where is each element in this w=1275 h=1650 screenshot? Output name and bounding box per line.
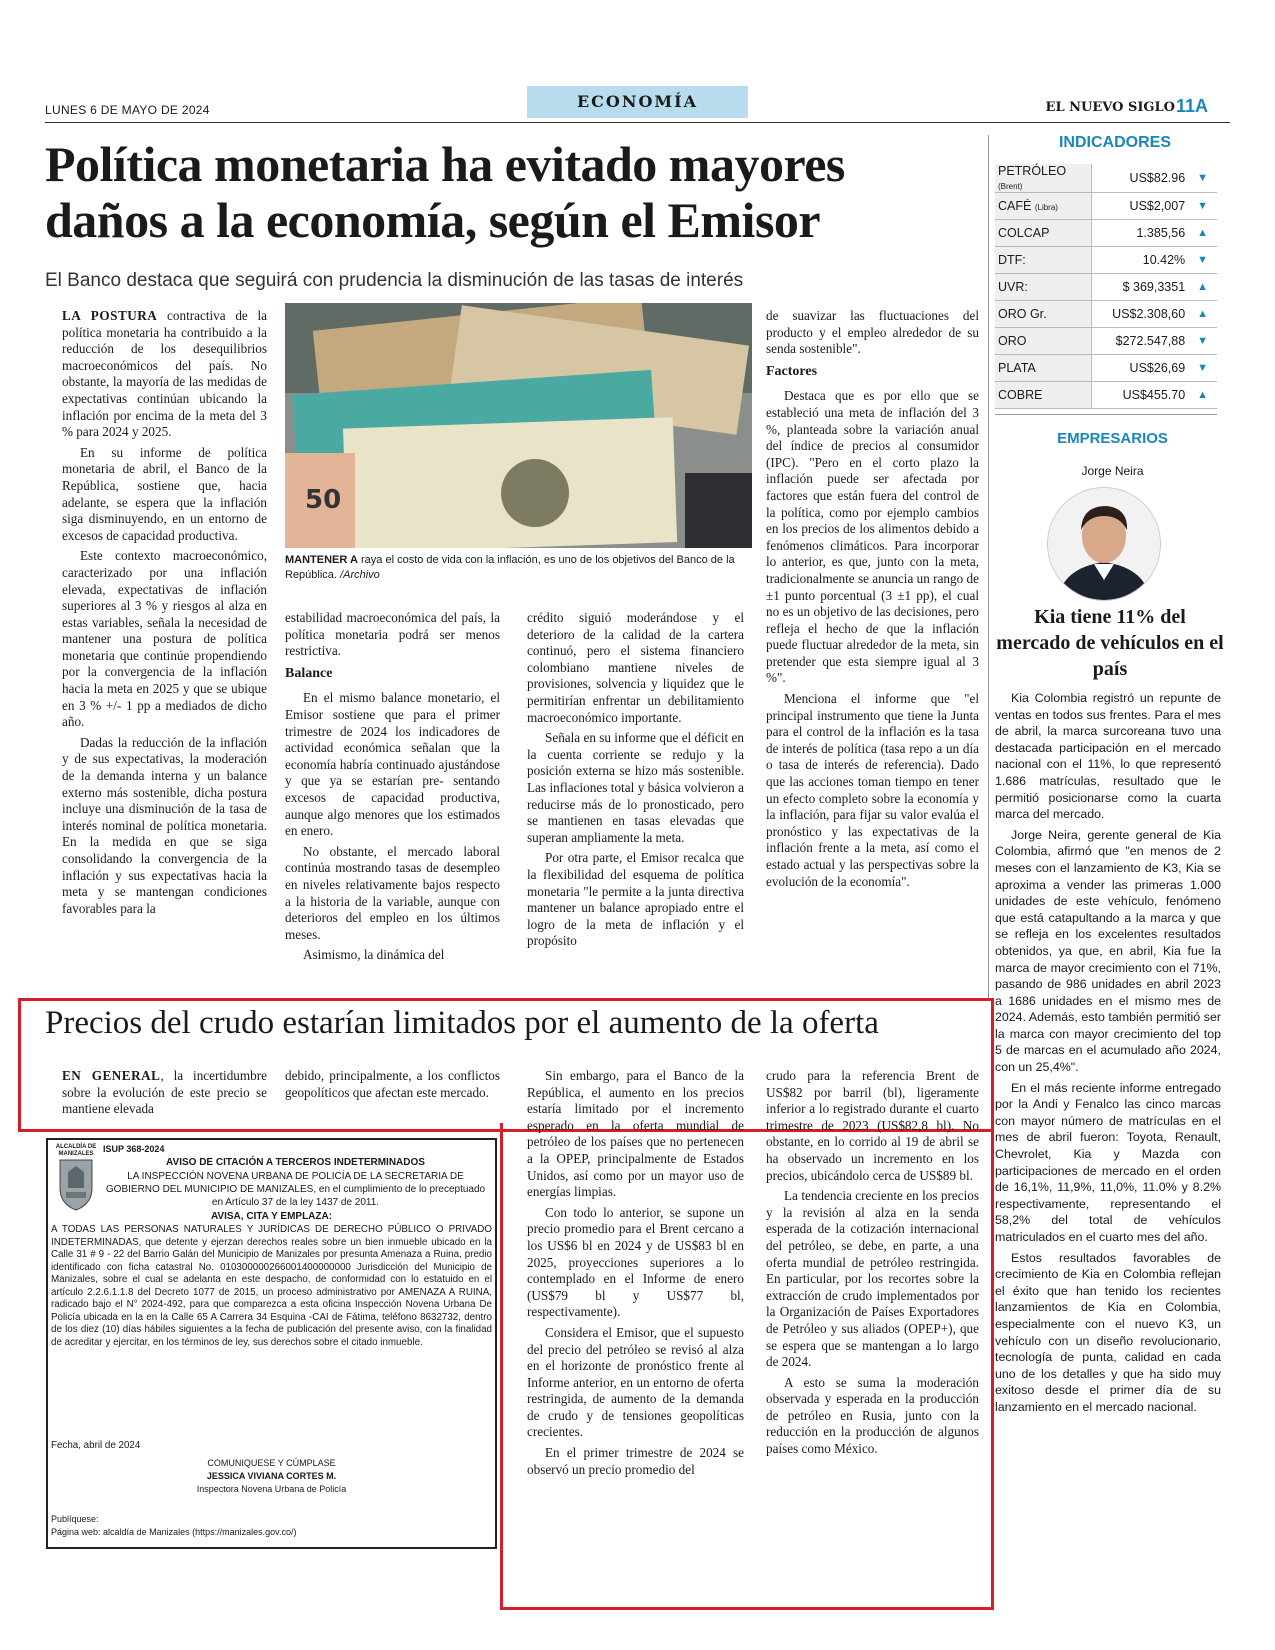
sidebar-divider (995, 414, 1217, 415)
arrow-up-icon: ▲ (1188, 382, 1217, 409)
paragraph: En el primer trimestre de 2024 se observó un precio promedio del (527, 1445, 744, 1477)
indicator-row (995, 382, 1217, 409)
municipal-seal: ALCALDÍA DE MANIZALES (54, 1144, 98, 1214)
notice-publish-label: Publíquese: (51, 1514, 99, 1524)
notice-signer-role: Inspectora Novena Urbana de Policía (196, 1484, 347, 1494)
paragraph: Con todo lo anterior, se supone un precio promedio para el Brent cercano a los US$6 bl en 2024 y de US$83 bl en 2025, proyecciones superiores a lo contemplado en el Informe de enero (US$79 bl y US$77 bl, respectivamente). (527, 1204, 744, 1320)
notice-title: AVISO DE CITACIÓN A TERCEROS INDETERMINADOS (166, 1157, 425, 1168)
arrow-up-icon: ▲ (1188, 274, 1217, 301)
paragraph: Señala en su informe que el déficit en la cuenta corriente se redujo y la posición externa se hizo más sostenible. Las inflaciones total y básica volvieron a reducirse más de lo pronosticado, pero se mantienen en tasas elevadas que superan ampliamente la meta. (527, 730, 744, 845)
notice-subtitle: AVISA, CITA Y EMPLAZA: (210, 1211, 333, 1222)
paragraph: En su informe de política monetaria de abril, el Banco de la República, sostiene que, hacia adelante, se espera que la inflación siga disminuyendo, en un entorno de excesos de capacidad productiva. (62, 444, 267, 543)
paragraph: estabilidad macroeconómica del país, la política monetaria podrá ser menos restrictiva. (285, 610, 500, 659)
page-date: LUNES 6 DE MAYO DE 2024 (45, 103, 210, 117)
indicator-value: 10.42% (1091, 247, 1188, 274)
indicator-row (995, 164, 1217, 193)
article-column-1: LA POSTURA contractiva de la política monetaria ha contribuido a la reducción de los desequilibrios macroeconómicos del país. No obstante, la mayoría de las medidas de expectativas continúan ubicando la inflación por encima de la meta del 3 % para 2024 y 2025. En su informe de política monetaria de abril, el Banco de la República, sostiene que, hacia adelante, se espera que la inflación siga disminuyendo, en un entorno de excesos de capacidad productiva. Este contexto macroeconómico, caracterizado por una inflación elevada, expectativas de inflación superiores al 3 % y riesgos al alza en estas variables, señala la necesidad de mantener una postura de política monetaria que continúe propendiendo por la convergencia de la inflación hacia la meta en 2025 y que se ubique en 3 % +/- 1 pp a mediados de dicho año. Dadas la reducción de la inflación y de sus expectativas, la moderación de la demanda interna y un balance externo más sostenible, dicha postura incluye una disminución de la tasa de interés nominal de política monetaria. En la medida en que se siga consolidando la convergencia de la inflación y sus expectativas hacia la meta y se mantengan condiciones favorables para la (62, 308, 267, 916)
article-subhead: El Banco destaca que seguirá con prudencia la disminución de las tasas de interés (45, 270, 744, 291)
article2-column-1: EN GENERAL, la incertidumbre sobre la evolución de este precio se mantiene elevada (62, 1068, 267, 1117)
indicator-label: COLCAP (995, 220, 1091, 247)
indicator-row (995, 274, 1217, 301)
lead-in: LA POSTURA (62, 308, 158, 323)
sidebar-person-name: Jorge Neira (1081, 464, 1144, 478)
notice-reference: ISUP 368-2024 (103, 1144, 165, 1154)
shield-icon (56, 1158, 96, 1212)
paragraph: Jorge Neira, gerente general de Kia Colombia, afirmó que "en menos de 2 meses con el lanzamiento de K3, Kia se aproxima a vender las primeras 1.000 unidades de este vehículo, fenómeno que está catapultando a la marca y que se refleja en los excelentes resultados obtenidos, ya que, en abril, Kia fue la marca de mayor crecimiento con el 71%, pasando de 986 unidades en abril 2023 a 1686 unidades en el mismo mes de 2024. Además, esto también permitió ser la marca con mayor crecimiento del top 5 de marcas en el acumulado año 2024, con un 25,4%". (995, 827, 1221, 1075)
indicator-label: PETRÓLEO (Brent) (995, 164, 1091, 193)
article-column-3 (527, 610, 744, 1000)
sidebar-body (995, 690, 1221, 1420)
indicator-row (995, 301, 1217, 328)
publication-name: EL NUEVO SIGLO (1045, 100, 1175, 115)
arrow-up-icon: ▲ (1188, 301, 1217, 328)
paragraph: Considera el Emisor, que el supuesto del precio del petróleo se revisó al alza en el horizonte de pronóstico frente al Informe anterior, en un entorno de oferta restringida, de aumento de la demanda de crudo y de tensiones geopolíticas crecientes. (527, 1324, 744, 1440)
article-column-2 (285, 610, 500, 1000)
paragraph: A esto se suma la moderación observada y esperada en la producción de petróleo en Rusia, junto con la reducción en la producción de algunos países como México. (766, 1374, 979, 1457)
sidebar-section-title: EMPRESARIOS (1057, 430, 1168, 447)
indicators-table (995, 164, 1217, 409)
article2-column-4 (766, 1068, 979, 1603)
paragraph: No obstante, el mercado laboral continúa mostrando tasas de desempleo en niveles relativamente bajos respecto a la historia de la variable, aunque con deterioros del empleo en los últimos meses. (285, 843, 500, 942)
indicator-value: US$455.70 (1091, 382, 1188, 409)
column-divider (988, 135, 989, 1000)
article-photo (285, 303, 752, 548)
paragraph: Asimismo, la dinámica del (303, 947, 445, 963)
indicator-label: DTF: (995, 247, 1091, 274)
indicator-label: ORO (995, 328, 1091, 355)
notice-issuer: LA INSPECCIÓN NOVENA URBANA DE POLICÍA DE LA SECRETARIA DE GOBIERNO DEL MUNICIPIO DE MANIZALES, en el cumplimiento de lo preceptuado en Artículo 37 de la ley 1437 de 2011. (105, 1171, 486, 1208)
notice-web-link[interactable]: Página web: alcaldía de Manizales (https://manizales.gov.co/) (51, 1527, 297, 1537)
notice-date: Fecha, abril de 2024 (51, 1440, 141, 1451)
paragraph: Menciona el informe que "el principal instrumento que tiene la Junta para el control de la inflación es la tasa de interés de política (tasa repo a un día o tasa de interés de referencia). Dado que las acciones toman tiempo en tener un efecto completo sobre la economía y la inflación, para fijar su valor evalúa el pronóstico y las expectativas de la inflación frente a la meta, así como el estado actual y las perspectivas sobre la evolución de la economía". (766, 691, 979, 889)
indicator-value: 1.385,56 (1091, 220, 1188, 247)
photo-caption: MANTENER A raya el costo de vida con la inflación, es uno de los objetivos del Banco de la República. /Archivo (285, 554, 735, 581)
article-headline: Política monetaria ha evitado mayores daños a la economía, según el Emisor (45, 136, 845, 248)
paragraph: de suavizar las fluctuaciones del producto y el empleo alrededor de su senda sostenible". (766, 308, 979, 357)
arrow-down-icon: ▼ (1188, 193, 1217, 220)
article2-column-3 (527, 1068, 744, 1603)
arrow-down-icon: ▼ (1188, 164, 1217, 193)
indicator-row (995, 193, 1217, 220)
subheading: Balance (285, 665, 333, 681)
header-divider (45, 122, 1230, 123)
indicator-value: $ 369,3351 (1091, 274, 1188, 301)
indicator-value: US$2,007 (1091, 193, 1188, 220)
avatar (1047, 487, 1161, 601)
indicator-label: ORO Gr. (995, 301, 1091, 328)
paragraph: Kia Colombia registró un repunte de ventas en todos sus frentes. Para el mes de abril, la marca surcoreana tuvo una destacada participación en el mercado nacional con el 11%, lo que representó 1.686 matrículas, resultado que le permitió posicionarse como la cuarta marca del mercado. (995, 691, 1221, 822)
paragraph: En el mismo balance monetario, el Emisor sostiene que para el primer trimestre de 2024 los indicadores de actividad económica señalan que la economía habría continuado ajustándose y que ya se estarían pre- sentando excesos de capacidad productiva, aunque algo menores que los estimados en enero. (285, 690, 500, 839)
indicator-value: US$26,69 (1091, 355, 1188, 382)
indicator-row (995, 247, 1217, 274)
notice-closing: COMUNIQUESE Y CÚMPLASE (207, 1458, 336, 1468)
arrow-down-icon: ▼ (1188, 328, 1217, 355)
paragraph: Este contexto macroeconómico, caracterizado por una inflación elevada, expectativas de inflación superiores al 3 % y riesgos al alza en estas variables, señala la necesidad de mantener una postura de política monetaria que continúe propendiendo por la convergencia de la inflación hacia la meta en 2025 y que se ubique en 3 % +/- 1 pp a mediados de dicho año. (62, 548, 267, 730)
notice-signer: JESSICA VIVIANA CORTES M. (206, 1471, 337, 1481)
lead-in: EN GENERAL (62, 1068, 161, 1083)
indicator-row (995, 220, 1217, 247)
paragraph: crudo para la referencia Brent de US$82 por barril (bl), ligeramente inferior a lo registrado durante el cuarto trimestre de 2023 (US$82,8 bl). No obstante, en lo corrido al 19 de abril se ha observado un incremento en los precios, ubicándolo cerca de US$89 bl. (766, 1068, 979, 1183)
indicator-label: UVR: (995, 274, 1091, 301)
indicator-row (995, 328, 1217, 355)
arrow-up-icon: ▲ (1188, 220, 1217, 247)
paragraph: Estos resultados favorables de crecimiento de Kia en Colombia reflejan el éxito que han tenido los recientes lanzamientos de Kia en Colombia, especialmente con el nuevo K3, un vehículo con un diseño revolucionario, tecnología de punta, calidad en cada uno de los detalles y que ha sido muy exitoso desde el primer día de su lanzamiento en el mercado nacional. (995, 1250, 1221, 1414)
article2-headline: Precios del crudo estarían limitados por el aumento de la oferta (45, 1005, 879, 1041)
paragraph: En el más reciente informe entregado por la Andi y Fenalco las cinco marcas con mayor número de matrículas en el mes de abril fueron: Toyota, Renault, Chevrolet, Kia y Mazda con participaciones de mercado en el orden de 16,1%, 11,9%, 11,0%, 11.0% y 8.2% respectivamente, representando el 58,2% del total de vehículos matriculados en el cuarto mes del año. (995, 1080, 1221, 1244)
indicator-value: $272.547,88 (1091, 328, 1188, 355)
svg-text:50: 50 (305, 485, 342, 515)
indicator-label: CAFÉ (Libra) (995, 193, 1091, 220)
paragraph: Sin embargo, para el Banco de la República, el aumento en los precios estaría limitado por el incremento esperado en la oferta mundial de petróleo de los países que no pertenecen a la OPEP, principalmente de Estados Unidos, así como por un mayor uso de energías limpias. (527, 1068, 744, 1200)
paragraph: Destaca que es por ello que se estableció una meta de inflación del 3 %, planteada sobre la variación anual del índice de precios al consumidor (IPC). "Pero en el corto plazo la inflación puede ser afectada por factores que están fuera del control de la política, como por ejemplo cambios en los precios de los alimentos debido a fenómenos climáticos. Para incorporar lo anterior, es que, junto con la meta, tradicionalmente se anuncia un rango de ±1 punto porcentual (3 ±1 pp), el cual no es un objetivo de las decisiones, pero refleja el hecho de que la inflación puede fluctuar alrededor de la meta, sin pretender que esta siempre igual al 3 %". (766, 388, 979, 686)
page-number: 11A (1176, 96, 1209, 116)
article2-column-2 (285, 1068, 500, 1124)
sidebar-headline: Kia tiene 11% del mercado de vehículos en el país (996, 606, 1224, 680)
paragraph: crédito siguió moderándose y el deterioro de la calidad de la cartera continuó, pero el sistema financiero colombiano mantiene niveles de provisiones, solvencia y liquidez que le permitirían enfrentar un debilitamiento macroeconómico importante. (527, 610, 744, 725)
indicator-label: COBRE (995, 382, 1091, 409)
indicator-row (995, 355, 1217, 382)
arrow-down-icon: ▼ (1188, 355, 1217, 382)
section-label: ECONOMÍA (527, 86, 748, 118)
indicator-label: PLATA (995, 355, 1091, 382)
article-column-4 (766, 308, 979, 1000)
subheading: Factores (766, 363, 818, 379)
arrow-down-icon: ▼ (1188, 247, 1217, 274)
indicator-value: US$2.308,60 (1091, 301, 1188, 328)
paragraph: La tendencia creciente en los precios y la revisión al alza en la senda esperada de la cotización internacional del petróleo, se debe, en parte, a una oferta mundial de petróleo restringida. En particular, por los recortes sobre la extracción de crudo implementados por la Organización de Países Exportadores de Petróleo y sus aliados (OPEP+), que se espera que se mantengan a lo largo de 2024. (766, 1188, 979, 1370)
paragraph: Por otra parte, el Emisor recalca que la flexibilidad del esquema de política monetaria "le permite a la junta directiva mantener un balance apropiado entre el logro de la meta de inflación y el propósito (527, 850, 744, 949)
paragraph: debido, principalmente, a los conflictos geopolíticos que afectan este mercado. (285, 1068, 500, 1100)
paragraph: Dadas la reducción de la inflación y de sus expectativas, la moderación de la demanda interna y un balance externo más sostenible, dicha postura incluye una disminución de la tasa de interés nominal de política monetaria. En la medida en que se siga consolidando la convergencia de la inflación y sus expectativas hacia la meta y se mantengan condiciones favorables para la (62, 734, 267, 916)
notice-body: A TODAS LAS PERSONAS NATURALES Y JURÍDICAS DE DERECHO PÚBLICO O PRIVADO INDETERMINADAS, que detente y ejerzan derechos reales sobre un bien inmueble ubicado en la Calle 31 # 9 - 22 del Barrio Galán del Municipio de Manizales por presunta Amenaza a Ruina, predio identificado con ficha catastral No. 010300000266001400000000 Jurisdicción del Municipio de Manizales, sobre el cual se adelanta en este despacho, de conformidad con lo estatuido en el artículo 2.2.6.1.1.8 del Decreto 1077 de 2015, un proceso administrativo por AMENAZA A RUINA, radicado bajo el N° 2024-492, para que comparezca a esta oficina Inspección Novena Urbana De Policía ubicada en la en la Calle 65 A Carrera 34 Esquina -CAI de Fátima, teléfono 8632732, dentro de los diez (10) días hábiles siguientes a la fecha de publicación del presente aviso, con la finalidad de acreditar y ejercitar, en los términos de ley, sus derechos sobre el citado inmueble. (51, 1224, 492, 1348)
legal-notice (46, 1138, 497, 1549)
indicators-title: INDICADORES (1058, 134, 1171, 151)
indicator-value: US$82.96 (1091, 164, 1188, 193)
